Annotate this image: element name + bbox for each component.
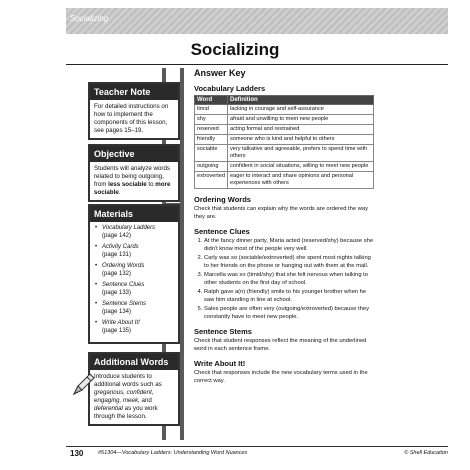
page-number: 130 [70,449,84,458]
list-item: 3. Marcella was so (timid/shy) that she felt nervous when talking to other students on the first day of school. [204,272,374,287]
table-header: Definition [228,96,374,105]
sentence-clues-heading: Sentence Clues [194,227,250,236]
teacher-note-box [88,82,180,140]
teacher-note-heading: Teacher Note [90,84,178,100]
list-item: • Sentence Clues (page 133) [102,282,174,297]
table-row: reserved acting formal and restrained [195,125,374,135]
table-row: sociable very talkative and agreeable, prefers to spend time with others [195,145,374,162]
list-item: • Activity Cards (page 131) [102,244,174,259]
list-item: 4. Ralph gave a(n) (friendly) smile to his younger brother when he saw him standing in line at school. [204,289,374,304]
materials-list [94,225,174,335]
additional-words-body: Introduce students to additional words such as gregarious, confident, engaging, meek, and deferential as you work through the lesson. [94,373,162,420]
ordering-words-text: Check that students can explain why the words are ordered the way they are. [194,206,369,220]
section-label: Socializing [70,14,109,23]
sentence-clues-list [194,238,374,321]
additional-words-box [88,352,180,426]
sentence-stems-text: Check that student responses reflect the meaning of the underlined word in each sentence frame. [194,338,367,352]
list-item: 2. Carly was so (sociable/extroverted) she spent most nights talking to her friends on the phone or hanging out with them at the mall. [204,255,374,270]
header-bar [66,8,448,34]
footer-credit: #51304—Vocabulary Ladders: Understanding Word Nuances [98,450,248,456]
ordering-words-heading: Ordering Words [194,195,251,204]
vocabulary-table [194,95,374,189]
objective-box [88,144,180,202]
footer-copyright: © Shell Education [404,450,448,456]
table-row: friendly someone who is kind and helpful to others [195,135,374,145]
answer-key-section [194,68,374,385]
table-header: Word [195,96,228,105]
table-row: shy afraid and unwilling to meet new people [195,115,374,125]
pencil-icon [70,372,96,398]
objective-body: Students will analyze words related to being outgoing, from less sociable to more sociable. [94,165,171,196]
list-item: • Ordering Words (page 132) [102,263,174,278]
table-row: timid lacking in courage and self-assurance [195,105,374,115]
list-item: • Sentence Stems (page 134) [102,301,174,316]
materials-heading: Materials [90,206,178,222]
table-row: extroverted eager to interact and share opinions and personal experiences with others [195,172,374,189]
additional-words-heading: Additional Words [90,354,178,370]
sentence-stems-heading: Sentence Stems [194,327,252,336]
list-item: 1. At the fancy dinner party, Maria acted (reserved/shy) because she didn't know most of the people very well. [204,238,374,253]
write-about-it-heading: Write About It! [194,359,246,368]
list-item: • Vocabulary Ladders (page 142) [102,225,174,240]
footer-rule [66,446,448,447]
objective-heading: Objective [90,146,178,162]
answer-key-heading: Answer Key [194,68,246,78]
list-item: • Write About It! (page 135) [102,320,174,335]
table-row: outgoing confident in social situations, willing to meet new people [195,162,374,172]
materials-box [88,204,180,344]
title-rule [66,64,448,65]
list-item: 5. Sales people are often very (outgoing/extroverted) because they constantly have to meet new people. [204,306,374,321]
vocab-ladders-heading: Vocabulary Ladders [194,84,266,93]
teacher-note-body: For detailed instructions on how to implement the components of this lesson, see pages 15–19. [94,103,169,134]
write-about-it-text: Check that responses include the new vocabulary terms used in the correct way. [194,370,368,384]
page-title: Socializing [190,40,280,59]
